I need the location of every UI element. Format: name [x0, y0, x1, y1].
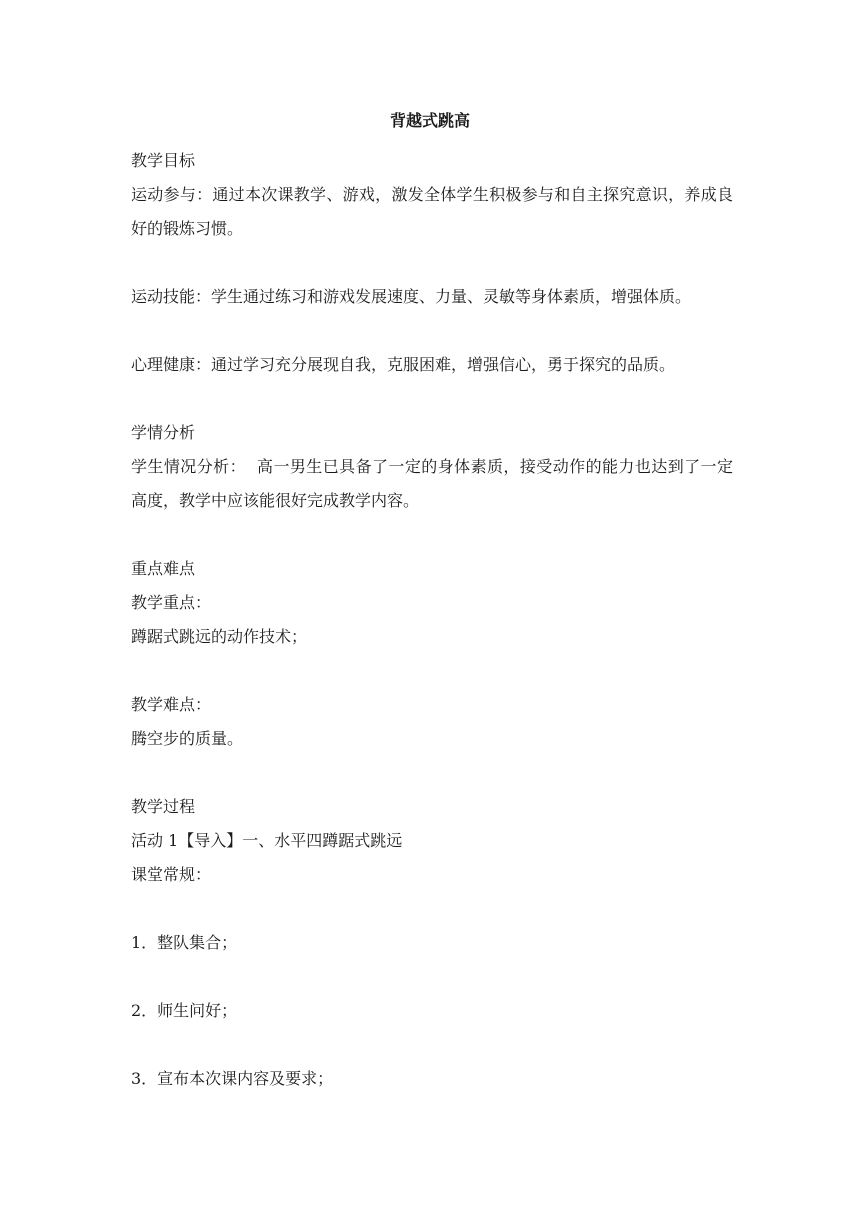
spacer [131, 382, 733, 416]
spacer [131, 246, 733, 280]
routine-label: 课堂常规： [131, 865, 212, 884]
objective-skills: 运动技能：学生通过练习和游戏发展速度、力量、灵敏等身体素质，增强体质。 [131, 287, 692, 306]
process-step: 3．宣布本次课内容及要求； [131, 1069, 334, 1088]
spacer [131, 518, 733, 552]
objective-participation: 运动参与：通过本次课教学、游戏，激发全体学生积极参与和自主探究意识，养成良好的锻炼习惯。 [131, 185, 733, 238]
key-points-heading: 重点难点 [131, 559, 196, 578]
spacer [131, 960, 733, 994]
document-body [131, 144, 733, 1096]
spacer [131, 756, 733, 790]
process-step: 1．整队集合； [131, 933, 238, 952]
spacer [131, 1028, 733, 1062]
difficulty-label: 教学难点： [131, 695, 212, 714]
spacer [131, 892, 733, 926]
analysis-heading: 学情分析 [131, 423, 196, 442]
objectives-heading: 教学目标 [131, 151, 196, 170]
document-title: 背越式跳高 [389, 111, 470, 130]
analysis-text: 学生情况分析： 高一男生已具备了一定的身体素质，接受动作的能力也达到了一定高度，教学中应该能很好完成教学内容。 [131, 457, 733, 510]
spacer [131, 314, 733, 348]
process-step: 2．师生问好； [131, 1001, 238, 1020]
process-heading: 教学过程 [131, 797, 196, 816]
difficulty-text: 腾空步的质量。 [131, 729, 244, 748]
activity-line: 活动 1【导入】一、水平四蹲踞式跳远 [131, 831, 403, 850]
focus-text: 蹲踞式跳远的动作技术； [131, 627, 308, 646]
objective-mental: 心理健康：通过学习充分展现自我，克服困难，增强信心，勇于探究的品质。 [131, 355, 676, 374]
focus-label: 教学重点： [131, 593, 212, 612]
spacer [131, 654, 733, 688]
